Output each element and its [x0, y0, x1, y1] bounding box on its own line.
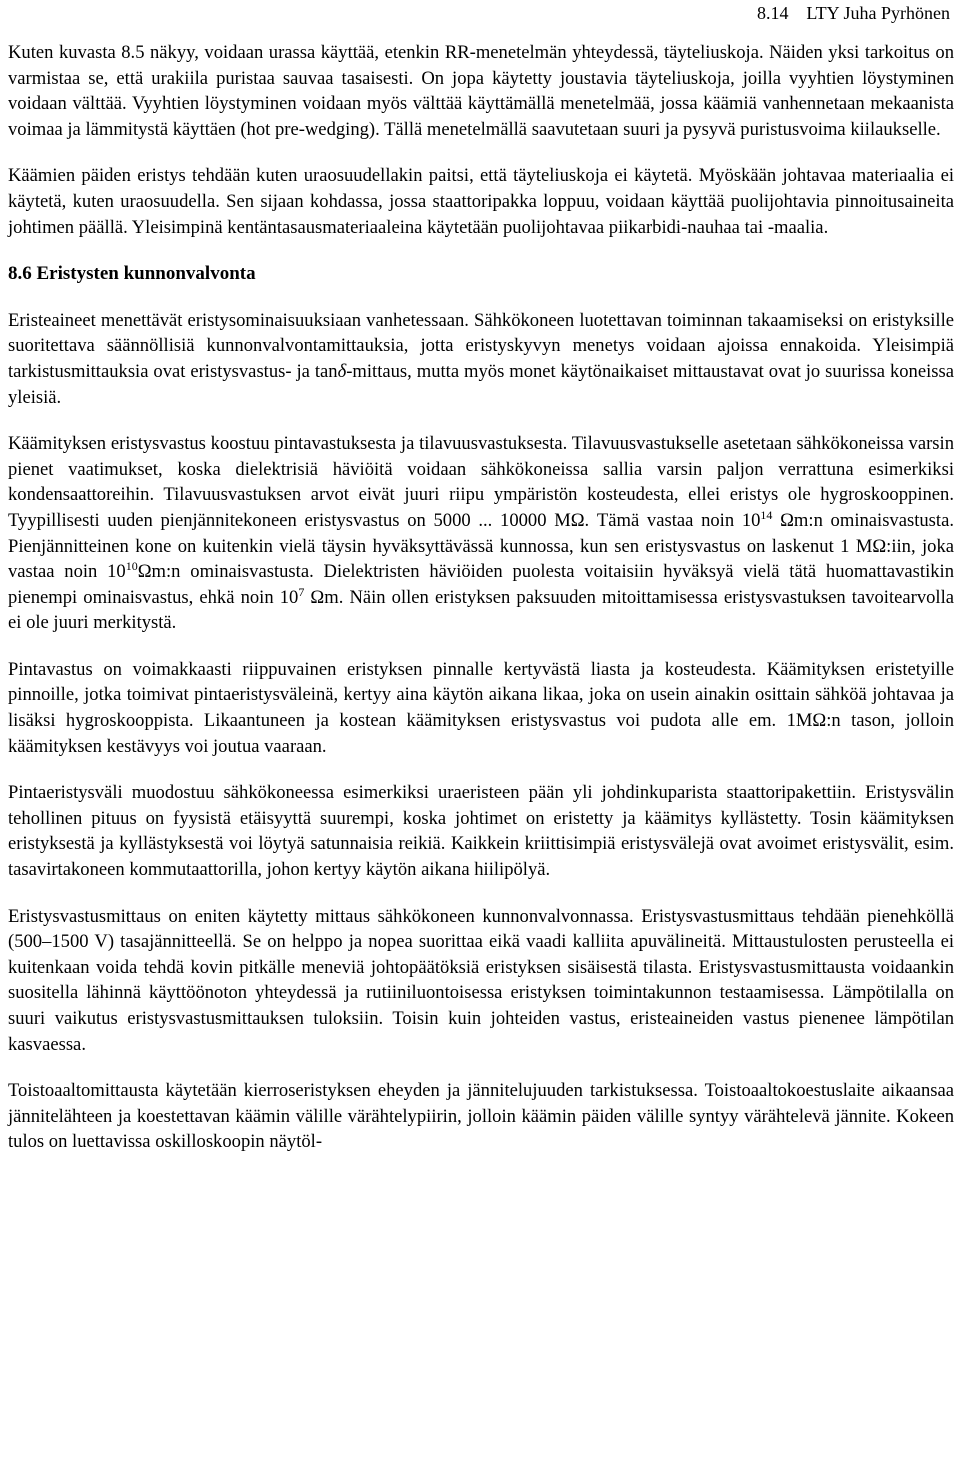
text-run: Eristeaineet menettävät eristysominaisuuksiaan vanhetessaan. Sähkökoneen luotettavan toiminnan takaamiseksi on eristyksille suoritettava säännöllisiä kunnonvalvontamittauksia, jotta eristyskyvyn menetys voidaan ajoissa ennakoida. Yleisimpiä tarkistusmittauksia ovat eristysvastus- ja tan — [8, 309, 954, 382]
section-heading — [8, 261, 954, 287]
text-run: -mittaus, mutta myös monet käytönaikaiset mittaustavat ovat jo suurissa koneissa yleisiä. — [8, 360, 954, 408]
section-number: 8.6 — [8, 263, 32, 285]
page-header — [8, 2, 952, 24]
text-run: Ωm. Näin ollen eristyksen paksuuden mitoittamisessa eristysvastuksen tavoitearvolla ei ole juuri merkitystä. — [8, 586, 955, 634]
paragraph-surge-test: Toistoaaltomittausta käytetään kierroseristyksen eheyden ja jännitelujuuden tarkistuksessa. Toistoaaltokoestuslaite aikaansaa jännitelähteen ja koestettavan käämin välille värähtelypiirin, jolloin käämin päiden välille syntyy värähtelevä jännite. Kokeen tulos on luettavissa oskilloskoopin näytöl- — [8, 1080, 954, 1153]
paragraph-surface-gap: Pintaeristysväli muodostuu sähkökoneessa esimerkiksi uraeristeen pään yli johdinkuparista staattoripakettiin. Eristysvälin tehollinen pituus on fyysistä etäisyyttä suurempi, koska johtimet on eristetty ja käämitys kyllästetty. Tosin käämityksen eristyksestä ja kyllästyksestä voi löytyä satunnaisia reikiä. Kaikkein kriittisimpiä eristysvälejä ovat avoimet eristysvälit, esim. tasavirtakoneen kommutaattorilla, johon kertyy käytön aikana hiilipölyä. — [8, 782, 954, 881]
paragraph-winding-ends: Käämien päiden eristys tehdään kuten uraosuudellakin paitsi, että täyteliuskoja ei käytetä. Myöskään johtavaa materiaalia ei käytetä, kuten uraosuudella. Sen sijaan kohdassa, jossa staattoripakka loppuu, voidaan käyttää puolijohtavia pinnoitusaineita johtimen päällä. Yleisimpinä kentäntasausmateriaaleina käytetään puolijohtavaa piikarbidi-nauhaa tai -maalia. — [8, 165, 954, 238]
paragraph-condition-monitoring — [8, 308, 954, 410]
exponent: 10 — [125, 559, 138, 574]
text-run: Ωm:n ominaisvastusta. Dielektristen häviöiden puolesta voitaisiin hyväksyä vielä tätä huomattavastikin pienempi ominaisvastus, ehkä noin 10 — [8, 561, 954, 608]
paragraph-fill-strips: Kuten kuvasta 8.5 näkyy, voidaan urassa käyttää, etenkin RR-menetelmän yhteydessä, täyteliuskoja. Näiden yksi tarkoitus on varmistaa se, että urakiila puristaa sauvaa tasaisesti. On jopa käytetty joustavia täyteliuskoja, joilla vyyhtien löystyminen voidaan välttää. Vyyhtien löystyminen voidaan myös välttää käyttämällä menetelmää, jossa käämiä vanhennetaan mekaanista voimaa ja lämmitystä käyttäen (hot pre-wedging). Tällä menetelmällä saavutetaan suuri ja pysyvä puristusvoima kiilaukselle. — [8, 42, 954, 140]
paragraph-surface-resistance: Pintavastus on voimakkaasti riippuvainen eristyksen pinnalle kertyvästä liasta ja kosteudesta. Käämityksen eristetyille pinnoille, jotka toimivat pintaeristysväleinä, kertyy aina käytön aikana likaa, joka on usein ainakin osittain sähköä johtavaa ja lisäksi hygroskooppista. Likaantuneen ja kostean käämityksen eristysvastus voi pudota alle em. 1MΩ:n tason, jolloin käämityksen kestävyys voi joutua vaaraan. — [8, 658, 954, 757]
paragraph-insulation-resistance — [8, 431, 954, 636]
section-title: Eristysten kunnonvalvonta — [36, 263, 256, 285]
exponent: 14 — [760, 507, 773, 522]
delta-symbol: δ — [337, 360, 347, 382]
header-author: LTY Juha Pyrhönen — [806, 3, 950, 23]
paragraph-resistance-measurement: Eristysvastusmittaus on eniten käytetty mittaus sähkökoneen kunnonvalvonnassa. Eristysvastusmittaus tehdään pienehköllä (500–1500 V) tasajännitteellä. Se on helppo ja nopea suorittaa eikä vaadi kalliita apuvälineitä. Mittaustulosten perusteella ei kuitenkaan voida tehdä kovin pitkälle meneviä johtopäätöksiä eristyksen sisäisestä tilasta. Eristysvastusmittausta voidaankin suositella lähinnä käyttöönoton yhteydessä ja rutiiniluontoisessa eristyksen toimintakunnon testaamisessa. Lämpötilalla on suuri vaikutus eristysvastusmittauksen tuloksiin. Toisin kuin johteiden vastus, eristeaineiden vastus pienenee lämpötilan kasvaessa. — [8, 905, 954, 1055]
exponent: 7 — [298, 584, 305, 599]
text-run: Käämityksen eristysvastus koostuu pintavastuksesta ja tilavuusvastuksesta. Tilavuusvastukselle asetetaan sähkökoneissa varsin pienet vaatimukset, koska dielektrisiä häviöitä voidaan sähkökoneissa sallia varsin paljon verrattuna esimerkiksi kondensaattoreihin. Tilavuusvastuksen arvot eivät juuri riipu ympäristön kosteudesta, ellei eristys ole hygroskooppinen. Tyypillisesti uuden pienjännitekoneen eristysvastus on 5000 ... 10000 MΩ. Tämä vastaa noin 10 — [8, 433, 954, 531]
page-number: 8.14 — [757, 3, 789, 23]
document-body — [8, 40, 954, 1176]
text-run: Ωm:n ominaisvastusta. Pienjännitteinen kone on kuitenkin vielä täysin hyväksyttävässä kunnossa, kun sen eristysvastus on laskenut 1 MΩ:iin, joka vastaa noin 10 — [8, 509, 954, 583]
